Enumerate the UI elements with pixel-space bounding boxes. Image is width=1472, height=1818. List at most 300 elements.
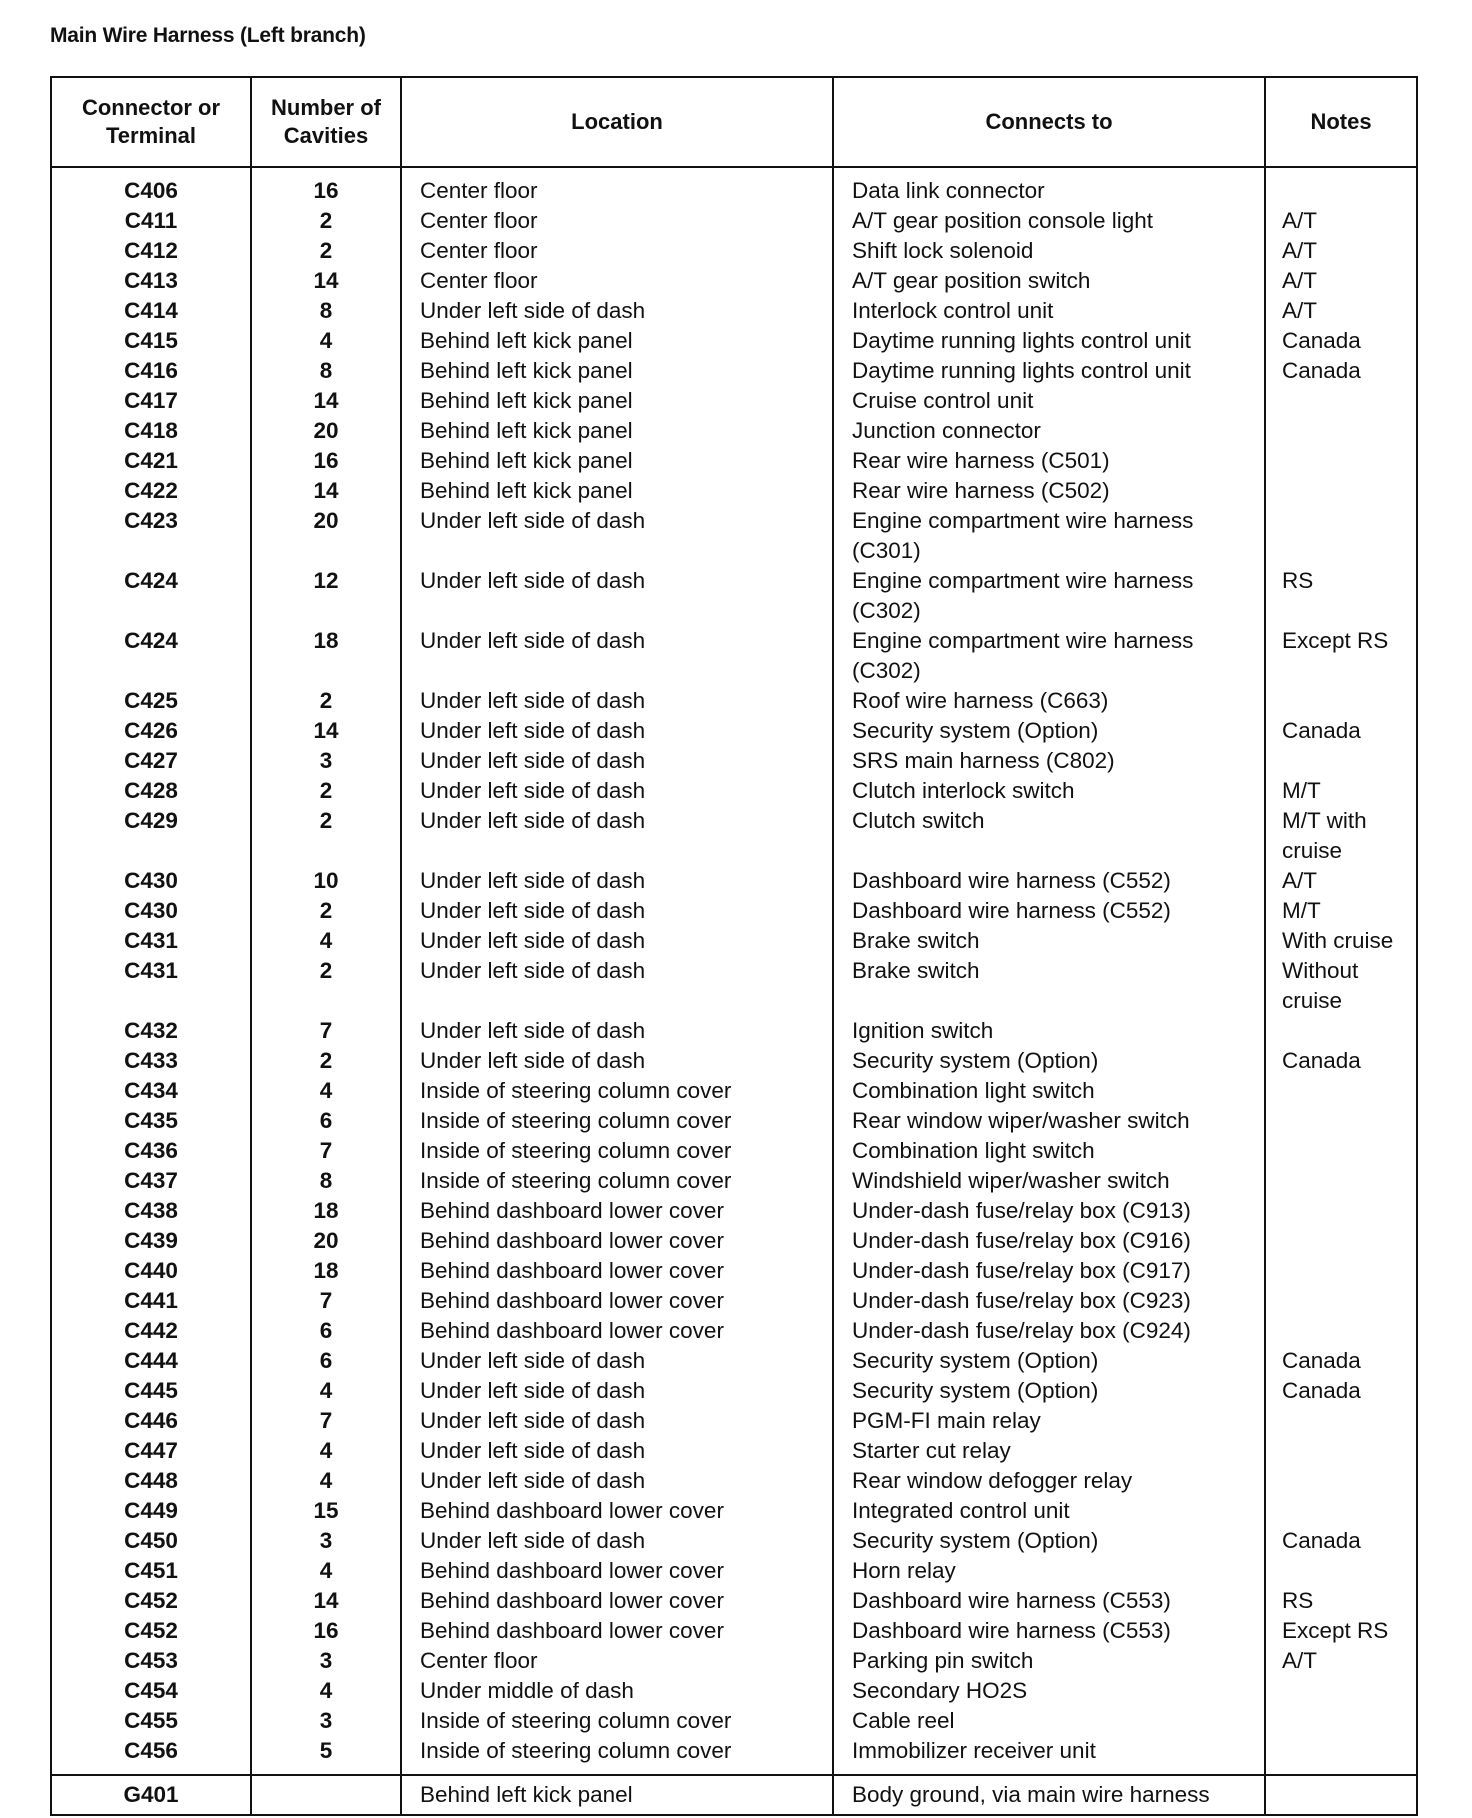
location-cell: Behind left kick panel: [401, 326, 833, 356]
connects-to-cell: Daytime running lights control unit: [833, 326, 1265, 356]
connects-to-cell: Combination light switch: [833, 1136, 1265, 1166]
notes-cell: M/T: [1265, 776, 1417, 806]
connector-cell: C418: [51, 416, 251, 446]
table-row: [51, 716, 1417, 746]
location-cell: Behind dashboard lower cover: [401, 1196, 833, 1226]
connects-to-cell: Security system (Option): [833, 716, 1265, 746]
connects-to-cell: Engine compartment wire harness (C302): [833, 566, 1265, 626]
location-cell: Behind left kick panel: [401, 476, 833, 506]
table-row: [51, 746, 1417, 776]
table-row: [51, 1526, 1417, 1556]
cavities-cell: 2: [251, 896, 401, 926]
notes-cell: [1265, 1706, 1417, 1736]
table-row: [51, 1496, 1417, 1526]
cavities-cell: 4: [251, 1676, 401, 1706]
connects-to-cell: Dashboard wire harness (C553): [833, 1586, 1265, 1616]
connects-to-cell: Parking pin switch: [833, 1646, 1265, 1676]
cavities-cell: 4: [251, 926, 401, 956]
cavities-cell: 14: [251, 716, 401, 746]
connector-cell: C411: [51, 206, 251, 236]
table-row: [51, 266, 1417, 296]
connector-cell: C432: [51, 1016, 251, 1046]
notes-cell: Canada: [1265, 1376, 1417, 1406]
connects-to-cell: Interlock control unit: [833, 296, 1265, 326]
connects-to-cell: Dashboard wire harness (C553): [833, 1616, 1265, 1646]
notes-cell: [1265, 1256, 1417, 1286]
cavities-cell: 5: [251, 1736, 401, 1775]
connects-to-cell: Dashboard wire harness (C552): [833, 896, 1265, 926]
location-cell: Behind dashboard lower cover: [401, 1226, 833, 1256]
connector-cell: C455: [51, 1706, 251, 1736]
notes-cell: A/T: [1265, 236, 1417, 266]
notes-cell: [1265, 416, 1417, 446]
connector-cell: C416: [51, 356, 251, 386]
notes-cell: [1265, 1496, 1417, 1526]
connects-to-cell: Data link connector: [833, 167, 1265, 206]
cavities-cell: 16: [251, 167, 401, 206]
notes-cell: [1265, 1106, 1417, 1136]
table-row: [51, 326, 1417, 356]
notes-cell: With cruise: [1265, 926, 1417, 956]
table-row: [51, 1226, 1417, 1256]
cavities-cell: 20: [251, 506, 401, 566]
table-row: [51, 566, 1417, 626]
location-cell: Under left side of dash: [401, 956, 833, 1016]
connects-to-cell: Junction connector: [833, 416, 1265, 446]
table-row: [51, 626, 1417, 686]
location-cell: Center floor: [401, 206, 833, 236]
connects-to-cell: Dashboard wire harness (C552): [833, 866, 1265, 896]
location-cell: Under left side of dash: [401, 866, 833, 896]
location-cell: Under left side of dash: [401, 566, 833, 626]
connector-cell: C406: [51, 167, 251, 206]
table-row: [51, 1256, 1417, 1286]
connector-cell: C424: [51, 566, 251, 626]
cavities-cell: 2: [251, 1046, 401, 1076]
cavities-cell: [251, 1775, 401, 1815]
location-cell: Inside of steering column cover: [401, 1166, 833, 1196]
connects-to-cell: Immobilizer receiver unit: [833, 1736, 1265, 1775]
cavities-cell: 2: [251, 956, 401, 1016]
table-row: [51, 1706, 1417, 1736]
connector-cell: C451: [51, 1556, 251, 1586]
connector-cell: C450: [51, 1526, 251, 1556]
connector-cell: C430: [51, 896, 251, 926]
connector-table: [50, 76, 1418, 1816]
connects-to-cell: Under-dash fuse/relay box (C924): [833, 1316, 1265, 1346]
connector-cell: C415: [51, 326, 251, 356]
table-row: [51, 806, 1417, 866]
cavities-cell: 4: [251, 1436, 401, 1466]
connector-cell: C436: [51, 1136, 251, 1166]
cavities-cell: 6: [251, 1346, 401, 1376]
connector-cell: C439: [51, 1226, 251, 1256]
location-cell: Behind dashboard lower cover: [401, 1616, 833, 1646]
table-row: [51, 1736, 1417, 1775]
connects-to-cell: Secondary HO2S: [833, 1676, 1265, 1706]
column-header-cavities: Number of Cavities: [251, 77, 401, 167]
connector-cell: C426: [51, 716, 251, 746]
notes-cell: M/T with cruise: [1265, 806, 1417, 866]
table-row: [51, 926, 1417, 956]
cavities-cell: 2: [251, 686, 401, 716]
location-cell: Under left side of dash: [401, 896, 833, 926]
cavities-cell: 12: [251, 566, 401, 626]
cavities-cell: 4: [251, 1466, 401, 1496]
connects-to-cell: A/T gear position console light: [833, 206, 1265, 236]
table-row: [51, 1106, 1417, 1136]
connector-cell: C444: [51, 1346, 251, 1376]
table-row: [51, 476, 1417, 506]
cavities-cell: 6: [251, 1106, 401, 1136]
connects-to-cell: Daytime running lights control unit: [833, 356, 1265, 386]
location-cell: Inside of steering column cover: [401, 1106, 833, 1136]
notes-cell: [1265, 167, 1417, 206]
location-cell: Under left side of dash: [401, 686, 833, 716]
cavities-cell: 3: [251, 1706, 401, 1736]
table-row: [51, 1196, 1417, 1226]
connector-cell: C452: [51, 1586, 251, 1616]
table-row: [51, 1586, 1417, 1616]
cavities-cell: 2: [251, 206, 401, 236]
ground-row: [51, 1775, 1417, 1815]
table-row: [51, 896, 1417, 926]
table-row: [51, 686, 1417, 716]
notes-cell: A/T: [1265, 866, 1417, 896]
notes-cell: [1265, 1556, 1417, 1586]
connects-to-cell: Security system (Option): [833, 1046, 1265, 1076]
table-row: [51, 1406, 1417, 1436]
table-row: [51, 1376, 1417, 1406]
location-cell: Behind left kick panel: [401, 1775, 833, 1815]
column-header-notes: Notes: [1265, 77, 1417, 167]
cavities-cell: 8: [251, 356, 401, 386]
notes-cell: Canada: [1265, 716, 1417, 746]
location-cell: Behind dashboard lower cover: [401, 1286, 833, 1316]
cavities-cell: 8: [251, 296, 401, 326]
connects-to-cell: Starter cut relay: [833, 1436, 1265, 1466]
cavities-cell: 14: [251, 476, 401, 506]
location-cell: Behind dashboard lower cover: [401, 1256, 833, 1286]
table-row: [51, 446, 1417, 476]
table-row: [51, 206, 1417, 236]
connector-cell: C442: [51, 1316, 251, 1346]
connector-cell: C434: [51, 1076, 251, 1106]
connects-to-cell: Under-dash fuse/relay box (C917): [833, 1256, 1265, 1286]
table-row: [51, 1556, 1417, 1586]
location-cell: Under left side of dash: [401, 1526, 833, 1556]
location-cell: Under left side of dash: [401, 1346, 833, 1376]
connector-cell: G401: [51, 1775, 251, 1815]
notes-cell: [1265, 1286, 1417, 1316]
cavities-cell: 15: [251, 1496, 401, 1526]
location-cell: Center floor: [401, 167, 833, 206]
connector-cell: C437: [51, 1166, 251, 1196]
connector-cell: C412: [51, 236, 251, 266]
connects-to-cell: Engine compartment wire harness (C301): [833, 506, 1265, 566]
connects-to-cell: Body ground, via main wire harness: [833, 1775, 1265, 1815]
table-row: [51, 1436, 1417, 1466]
connector-cell: C440: [51, 1256, 251, 1286]
table-row: [51, 1046, 1417, 1076]
notes-cell: [1265, 446, 1417, 476]
location-cell: Under left side of dash: [401, 1406, 833, 1436]
table-header-row: [51, 77, 1417, 167]
cavities-cell: 10: [251, 866, 401, 896]
column-header-connector: Connector or Terminal: [51, 77, 251, 167]
location-cell: Center floor: [401, 236, 833, 266]
cavities-cell: 8: [251, 1166, 401, 1196]
column-header-location: Location: [401, 77, 833, 167]
cavities-cell: 2: [251, 806, 401, 866]
connector-cell: C438: [51, 1196, 251, 1226]
notes-cell: Without cruise: [1265, 956, 1417, 1016]
cavities-cell: 6: [251, 1316, 401, 1346]
connector-cell: C431: [51, 956, 251, 1016]
cavities-cell: 18: [251, 626, 401, 686]
location-cell: Behind left kick panel: [401, 416, 833, 446]
connects-to-cell: Horn relay: [833, 1556, 1265, 1586]
connects-to-cell: Under-dash fuse/relay box (C916): [833, 1226, 1265, 1256]
connector-cell: C425: [51, 686, 251, 716]
connects-to-cell: Security system (Option): [833, 1526, 1265, 1556]
location-cell: Under left side of dash: [401, 1436, 833, 1466]
location-cell: Under left side of dash: [401, 1046, 833, 1076]
connects-to-cell: Combination light switch: [833, 1076, 1265, 1106]
cavities-cell: 2: [251, 236, 401, 266]
notes-cell: [1265, 1406, 1417, 1436]
connector-cell: C431: [51, 926, 251, 956]
cavities-cell: 7: [251, 1286, 401, 1316]
connector-cell: C441: [51, 1286, 251, 1316]
connects-to-cell: Security system (Option): [833, 1376, 1265, 1406]
connector-cell: C433: [51, 1046, 251, 1076]
connects-to-cell: Shift lock solenoid: [833, 236, 1265, 266]
connects-to-cell: Roof wire harness (C663): [833, 686, 1265, 716]
notes-cell: Canada: [1265, 1526, 1417, 1556]
notes-cell: A/T: [1265, 266, 1417, 296]
connects-to-cell: A/T gear position switch: [833, 266, 1265, 296]
table-body: [51, 167, 1417, 1775]
connects-to-cell: PGM-FI main relay: [833, 1406, 1265, 1436]
notes-cell: [1265, 746, 1417, 776]
cavities-cell: 18: [251, 1256, 401, 1286]
location-cell: Behind left kick panel: [401, 386, 833, 416]
connector-cell: C448: [51, 1466, 251, 1496]
notes-cell: [1265, 386, 1417, 416]
cavities-cell: 4: [251, 1376, 401, 1406]
location-cell: Under left side of dash: [401, 746, 833, 776]
location-cell: Inside of steering column cover: [401, 1706, 833, 1736]
notes-cell: Canada: [1265, 356, 1417, 386]
table-row: [51, 776, 1417, 806]
table-row: [51, 1676, 1417, 1706]
cavities-cell: 20: [251, 1226, 401, 1256]
connects-to-cell: Cruise control unit: [833, 386, 1265, 416]
location-cell: Behind dashboard lower cover: [401, 1316, 833, 1346]
location-cell: Under left side of dash: [401, 1016, 833, 1046]
location-cell: Behind dashboard lower cover: [401, 1586, 833, 1616]
cavities-cell: 3: [251, 746, 401, 776]
cavities-cell: 16: [251, 1616, 401, 1646]
location-cell: Behind left kick panel: [401, 446, 833, 476]
cavities-cell: 14: [251, 1586, 401, 1616]
location-cell: Under left side of dash: [401, 716, 833, 746]
connects-to-cell: Under-dash fuse/relay box (C913): [833, 1196, 1265, 1226]
connects-to-cell: Clutch interlock switch: [833, 776, 1265, 806]
location-cell: Under left side of dash: [401, 506, 833, 566]
location-cell: Under middle of dash: [401, 1676, 833, 1706]
connector-cell: C456: [51, 1736, 251, 1775]
notes-cell: A/T: [1265, 296, 1417, 326]
notes-cell: Except RS: [1265, 626, 1417, 686]
ground-section: [51, 1775, 1417, 1815]
location-cell: Under left side of dash: [401, 926, 833, 956]
table-row: [51, 1466, 1417, 1496]
connector-cell: C429: [51, 806, 251, 866]
location-cell: Inside of steering column cover: [401, 1736, 833, 1775]
connects-to-cell: Rear window defogger relay: [833, 1466, 1265, 1496]
notes-cell: [1265, 506, 1417, 566]
notes-cell: [1265, 1736, 1417, 1775]
cavities-cell: 2: [251, 776, 401, 806]
table-row: [51, 1346, 1417, 1376]
connects-to-cell: Brake switch: [833, 956, 1265, 1016]
notes-cell: RS: [1265, 566, 1417, 626]
connects-to-cell: Ignition switch: [833, 1016, 1265, 1046]
connects-to-cell: Security system (Option): [833, 1346, 1265, 1376]
location-cell: Inside of steering column cover: [401, 1076, 833, 1106]
table-row: [51, 416, 1417, 446]
column-header-connects-to: Connects to: [833, 77, 1265, 167]
cavities-cell: 4: [251, 1556, 401, 1586]
connects-to-cell: Clutch switch: [833, 806, 1265, 866]
table-row: [51, 506, 1417, 566]
cavities-cell: 20: [251, 416, 401, 446]
connector-cell: C414: [51, 296, 251, 326]
connector-cell: C446: [51, 1406, 251, 1436]
connector-cell: C424: [51, 626, 251, 686]
table-row: [51, 866, 1417, 896]
cavities-cell: 7: [251, 1136, 401, 1166]
cavities-cell: 14: [251, 266, 401, 296]
table-row: [51, 956, 1417, 1016]
connector-cell: C427: [51, 746, 251, 776]
cavities-cell: 3: [251, 1646, 401, 1676]
connects-to-cell: Integrated control unit: [833, 1496, 1265, 1526]
table-row: [51, 386, 1417, 416]
table-row: [51, 236, 1417, 266]
notes-cell: M/T: [1265, 896, 1417, 926]
location-cell: Under left side of dash: [401, 626, 833, 686]
notes-cell: [1265, 686, 1417, 716]
notes-cell: [1265, 1436, 1417, 1466]
connector-cell: C430: [51, 866, 251, 896]
location-cell: Under left side of dash: [401, 296, 833, 326]
connector-cell: C421: [51, 446, 251, 476]
notes-cell: [1265, 476, 1417, 506]
table-row: [51, 1316, 1417, 1346]
cavities-cell: 4: [251, 1076, 401, 1106]
notes-cell: [1265, 1466, 1417, 1496]
connects-to-cell: Under-dash fuse/relay box (C923): [833, 1286, 1265, 1316]
connector-cell: C449: [51, 1496, 251, 1526]
connects-to-cell: Rear wire harness (C502): [833, 476, 1265, 506]
table-row: [51, 1016, 1417, 1046]
cavities-cell: 16: [251, 446, 401, 476]
notes-cell: Canada: [1265, 326, 1417, 356]
notes-cell: [1265, 1076, 1417, 1106]
notes-cell: [1265, 1226, 1417, 1256]
location-cell: Center floor: [401, 266, 833, 296]
connects-to-cell: Cable reel: [833, 1706, 1265, 1736]
location-cell: Under left side of dash: [401, 1466, 833, 1496]
cavities-cell: 18: [251, 1196, 401, 1226]
cavities-cell: 3: [251, 1526, 401, 1556]
table-row: [51, 167, 1417, 206]
table-row: [51, 1646, 1417, 1676]
location-cell: Behind dashboard lower cover: [401, 1556, 833, 1586]
connector-cell: C447: [51, 1436, 251, 1466]
table-row: [51, 1136, 1417, 1166]
cavities-cell: 7: [251, 1406, 401, 1436]
connects-to-cell: Rear window wiper/washer switch: [833, 1106, 1265, 1136]
connects-to-cell: Rear wire harness (C501): [833, 446, 1265, 476]
table-row: [51, 1616, 1417, 1646]
connector-cell: C454: [51, 1676, 251, 1706]
connector-cell: C428: [51, 776, 251, 806]
cavities-cell: 7: [251, 1016, 401, 1046]
notes-cell: Except RS: [1265, 1616, 1417, 1646]
notes-cell: [1265, 1136, 1417, 1166]
location-cell: Under left side of dash: [401, 806, 833, 866]
page-title: Main Wire Harness (Left branch): [50, 24, 366, 47]
connector-cell: C445: [51, 1376, 251, 1406]
notes-cell: RS: [1265, 1586, 1417, 1616]
notes-cell: Canada: [1265, 1346, 1417, 1376]
table-row: [51, 1166, 1417, 1196]
connector-cell: C435: [51, 1106, 251, 1136]
location-cell: Inside of steering column cover: [401, 1136, 833, 1166]
connector-cell: C452: [51, 1616, 251, 1646]
connector-cell: C422: [51, 476, 251, 506]
location-cell: Behind dashboard lower cover: [401, 1496, 833, 1526]
table-row: [51, 296, 1417, 326]
connector-cell: C423: [51, 506, 251, 566]
location-cell: Under left side of dash: [401, 1376, 833, 1406]
notes-cell: [1265, 1316, 1417, 1346]
table-row: [51, 1286, 1417, 1316]
table-row: [51, 1076, 1417, 1106]
connects-to-cell: Windshield wiper/washer switch: [833, 1166, 1265, 1196]
notes-cell: [1265, 1166, 1417, 1196]
notes-cell: [1265, 1676, 1417, 1706]
connector-cell: C453: [51, 1646, 251, 1676]
notes-cell: [1265, 1016, 1417, 1046]
notes-cell: A/T: [1265, 206, 1417, 236]
connector-cell: C413: [51, 266, 251, 296]
connects-to-cell: Engine compartment wire harness (C302): [833, 626, 1265, 686]
notes-cell: [1265, 1196, 1417, 1226]
cavities-cell: 14: [251, 386, 401, 416]
connector-cell: C417: [51, 386, 251, 416]
notes-cell: [1265, 1775, 1417, 1815]
connects-to-cell: SRS main harness (C802): [833, 746, 1265, 776]
connects-to-cell: Brake switch: [833, 926, 1265, 956]
location-cell: Center floor: [401, 1646, 833, 1676]
notes-cell: A/T: [1265, 1646, 1417, 1676]
location-cell: Under left side of dash: [401, 776, 833, 806]
